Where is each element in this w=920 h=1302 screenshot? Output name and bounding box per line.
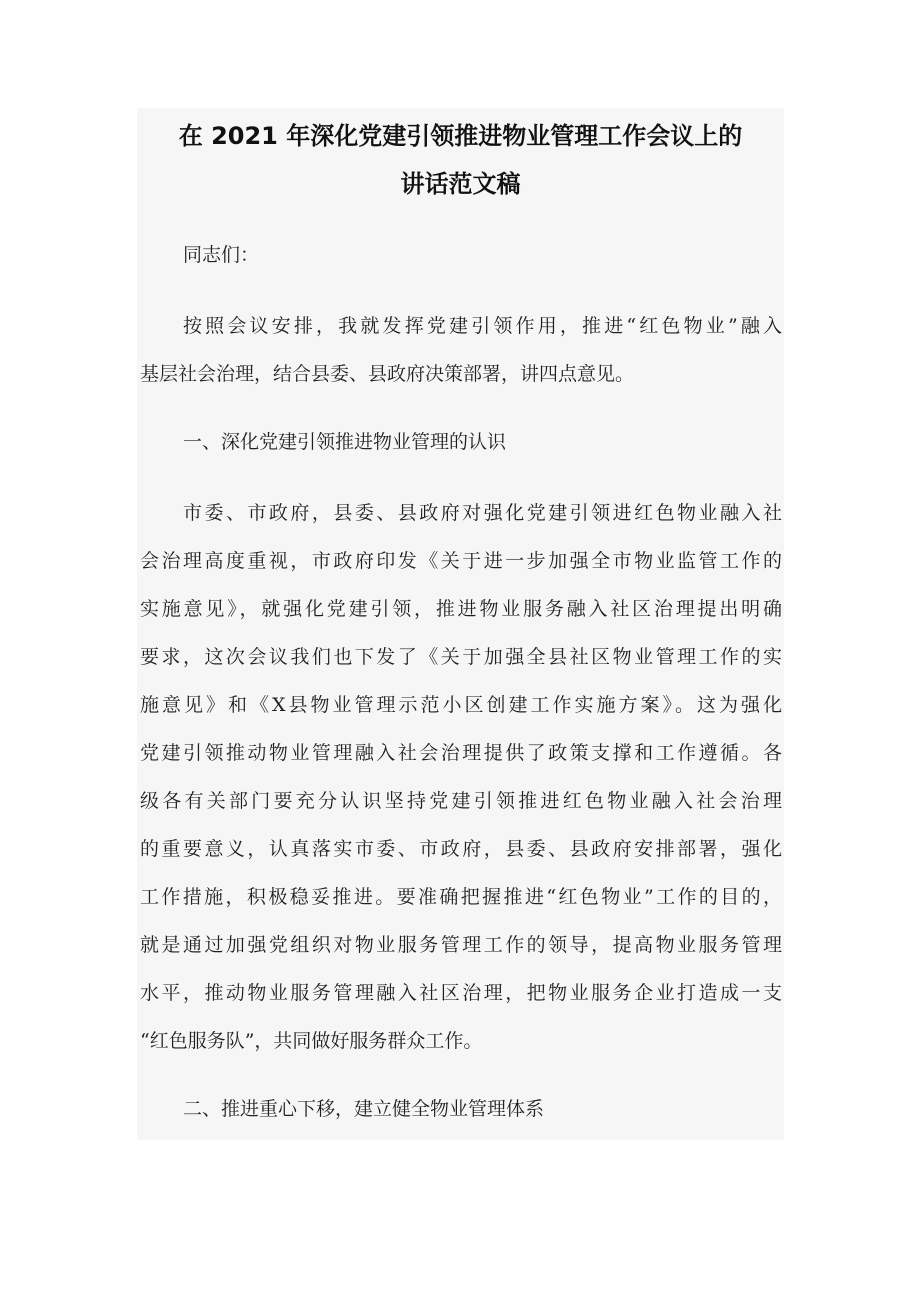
paragraph-line: “红色服务队”，共同做好服务群众工作。 [140,1030,483,1052]
paragraph-line: 级各有关部门要充分认识坚持党建引领推进红色物业融入社会治理 [140,790,782,812]
paragraph-line: 要求，这次会议我们也下发了《关于加强全县社区物业管理工作的实 [140,646,782,668]
salutation: 同志们： [183,244,260,266]
paragraph-line: 就是通过加强党组织对物业服务管理工作的领导，提高物业服务管理 [140,934,782,956]
intro-line: 基层社会治理，结合县委、县政府决策部署，讲四点意见。 [140,363,635,385]
paragraph-line: 市委、市政府，县委、县政府对强化党建引领进红色物业融入社 [183,502,782,524]
section-heading-2: 二、推进重心下移，建立健全物业管理体系 [183,1098,545,1120]
document-title-line-1: 在 2021 年深化党建引领推进物业管理工作会议上的 [178,122,743,150]
paragraph-line: 党建引领推动物业管理融入社会治理提供了政策支撑和工作遵循。各 [140,742,782,764]
paragraph-line: 水平，推动物业服务管理融入社区治理，把物业服务企业打造成一支 [140,982,782,1004]
paragraph-line: 工作措施，积极稳妥推进。要准确把握推进“红色物业”工作的目的， [140,886,782,908]
paragraph-line: 施意见》和《X县物业管理示范小区创建工作实施方案》。这为强化 [140,694,782,716]
paragraph-line: 会治理高度重视，市政府印发《关于进一步加强全市物业监管工作的 [140,550,782,572]
section-heading-1: 一、深化党建引领推进物业管理的认识 [183,431,507,453]
paragraph-line: 实施意见》，就强化党建引领，推进物业服务融入社区治理提出明确 [140,598,782,620]
document-title-line-2: 讲话范文稿 [400,170,521,198]
intro-line: 按照会议安排，我就发挥党建引领作用，推进“红色物业”融入 [183,315,782,337]
paragraph-line: 的重要意义，认真落实市委、市政府，县委、县政府安排部署，强化 [140,838,782,860]
